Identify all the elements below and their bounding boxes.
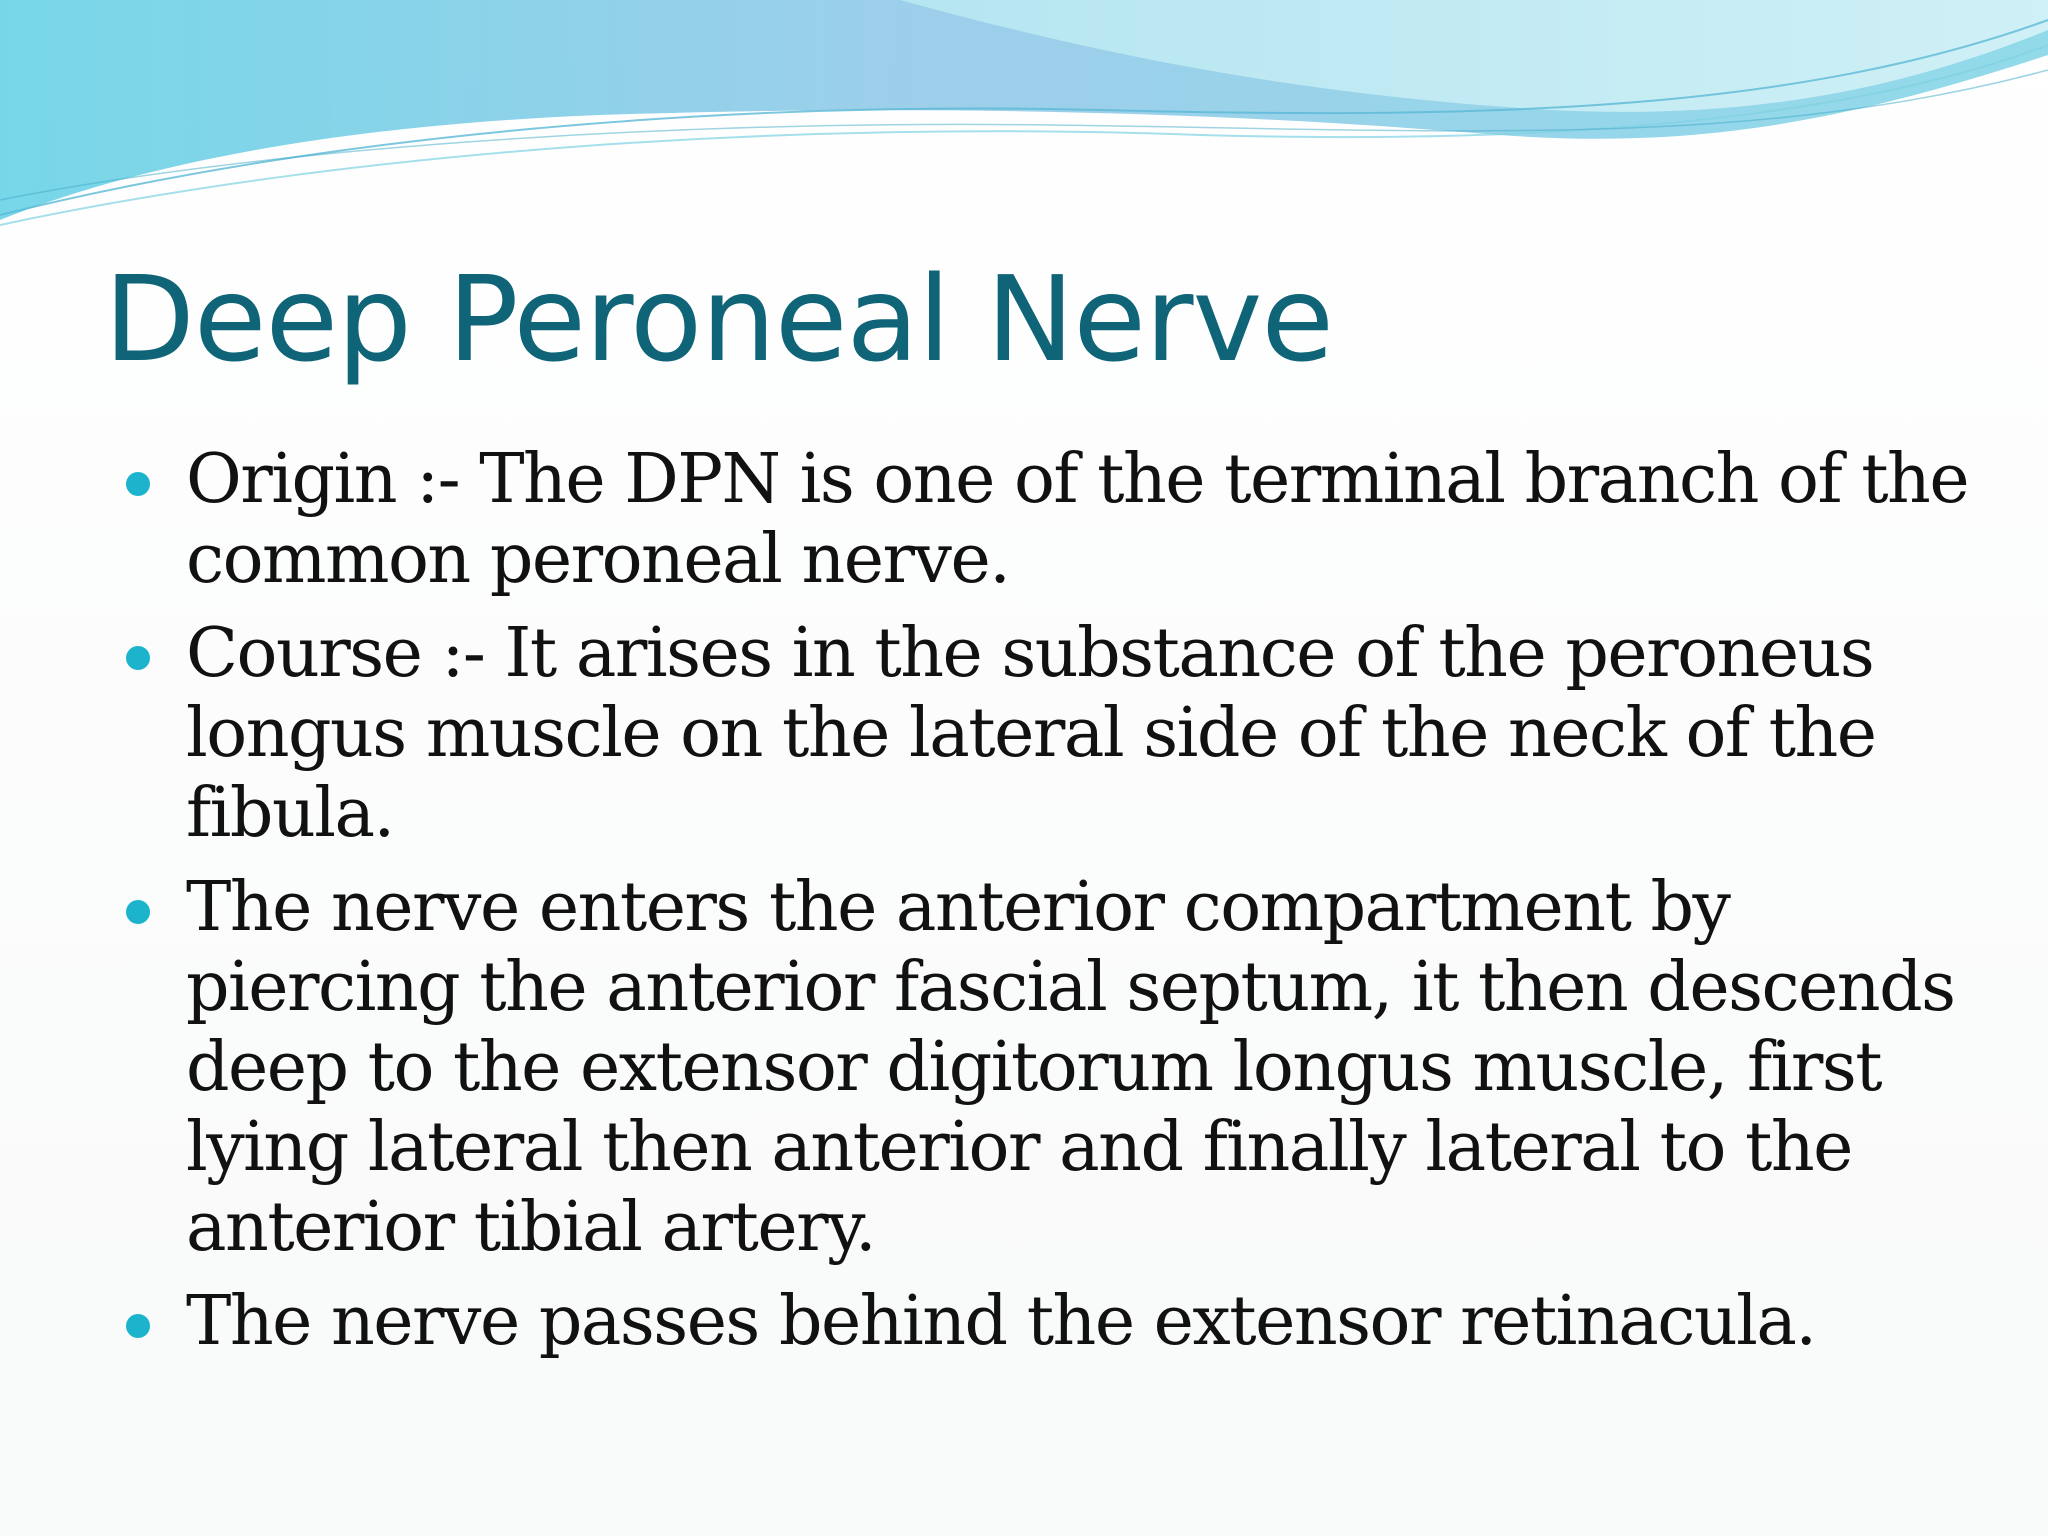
- bullet-line: Course :- It arises in the substance of the peroneus: [186, 614, 1874, 693]
- decorative-wave-header: [0, 0, 2048, 240]
- bullet-line: fibula.: [186, 774, 394, 853]
- bullet-dot-icon: [126, 646, 150, 670]
- bullet-line: deep to the extensor digitorum longus muscle, first: [186, 1028, 1882, 1107]
- bullet-item-course: [126, 614, 2006, 854]
- bullet-line: The nerve passes behind the extensor retinacula.: [186, 1282, 1816, 1361]
- bullet-line: common peroneal nerve.: [186, 520, 1010, 599]
- bullet-dot-icon: [126, 472, 150, 496]
- bullet-line: lying lateral then anterior and finally lateral to the: [186, 1108, 1852, 1187]
- bullet-line: The nerve enters the anterior compartment by: [186, 868, 1730, 947]
- bullet-line: longus muscle on the lateral side of the neck of the: [186, 694, 1876, 773]
- bullet-line: Origin :- The DPN is one of the terminal branch of the: [186, 440, 1969, 519]
- bullet-dot-icon: [126, 900, 150, 924]
- bullet-item-retinacula: [126, 1282, 2006, 1362]
- bullet-list: [126, 440, 2006, 1376]
- slide-title: Deep Peroneal Nerve: [104, 250, 1333, 388]
- bullet-line: piercing the anterior fascial septum, it then descends: [186, 948, 1955, 1027]
- bullet-dot-icon: [126, 1314, 150, 1338]
- bullet-line: anterior tibial artery.: [186, 1188, 876, 1267]
- bullet-item-origin: [126, 440, 2006, 600]
- bullet-item-anterior-compartment: [126, 868, 2006, 1268]
